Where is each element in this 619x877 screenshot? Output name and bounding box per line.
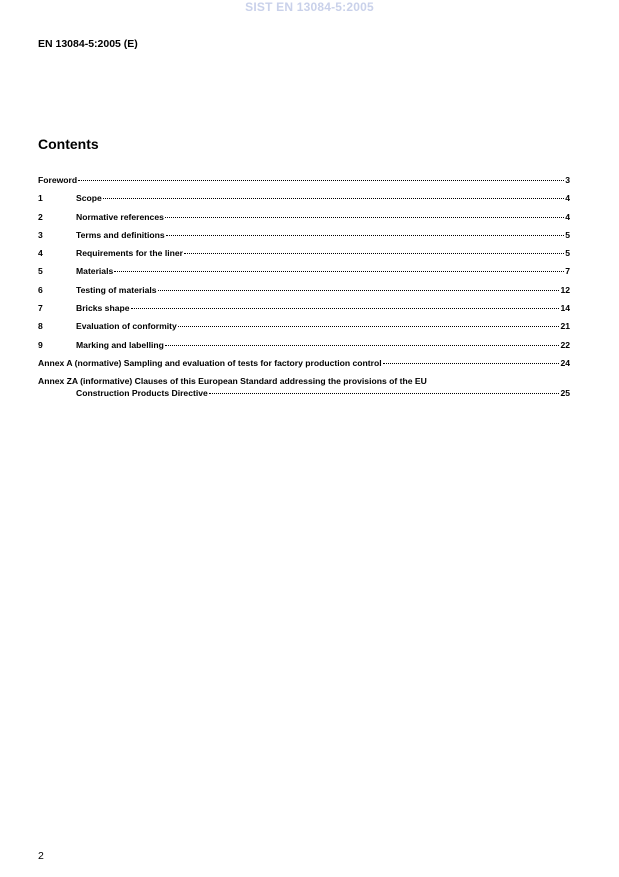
toc-entry-number: 6	[38, 284, 43, 295]
toc-dot-leader	[178, 326, 560, 327]
watermark: SIST EN 13084-5:2005	[245, 0, 374, 14]
toc-dot-leader	[165, 345, 560, 346]
toc-dot-leader	[383, 363, 560, 364]
toc-entry-terms-and-definitions[interactable]	[38, 230, 570, 248]
toc-entry-page: 22	[560, 339, 570, 350]
toc-entry-normative-references[interactable]	[38, 212, 570, 230]
toc-entry-title: Testing of materials	[76, 284, 157, 295]
toc-entry-number: 1	[38, 193, 43, 204]
toc-entry-page: 21	[560, 321, 570, 332]
toc-entry-title-line2: Construction Products Directive	[76, 388, 208, 399]
toc-dot-leader	[131, 308, 560, 309]
toc-dot-leader	[158, 290, 560, 291]
toc-entry-page: 4	[565, 193, 570, 204]
toc-entry-title: Annex ZA (informative) Clauses of this European Standard addressing the provisions of the EU	[38, 376, 427, 387]
toc-entry-title: Scope	[76, 193, 102, 204]
toc-entry-title: Evaluation of conformity	[76, 321, 177, 332]
toc-entry-testing-of-materials[interactable]	[38, 285, 570, 303]
toc-entry-number: 9	[38, 339, 43, 350]
toc-entry-page: 5	[565, 248, 570, 259]
contents-heading: Contents	[38, 136, 99, 152]
toc-entry-title: Normative references	[76, 211, 164, 222]
toc-entry-annex-za[interactable]	[38, 376, 570, 398]
toc-entry-title: Requirements for the liner	[76, 248, 183, 259]
toc-dot-leader	[165, 217, 564, 218]
toc-entry-number: 7	[38, 303, 43, 314]
toc-entry-number: 8	[38, 321, 43, 332]
toc-entry-number: 5	[38, 266, 43, 277]
toc-entry-evaluation-of-conformity[interactable]	[38, 321, 570, 339]
toc-entry-scope[interactable]	[38, 193, 570, 211]
toc-entry-title: Annex A (normative) Sampling and evaluation of tests for factory production control	[38, 357, 382, 368]
toc-dot-leader	[209, 393, 560, 394]
toc-dot-leader	[103, 198, 564, 199]
toc-entry-title: Foreword	[38, 175, 78, 185]
toc-entry-materials[interactable]	[38, 266, 570, 284]
toc-entry-page: 12	[560, 284, 570, 295]
toc-dot-leader	[166, 235, 565, 236]
toc-dot-leader	[114, 271, 564, 272]
toc-entry-annex-a[interactable]	[38, 358, 570, 376]
toc-entry-number: 2	[38, 211, 43, 222]
toc-entry-title: Marking and labelling	[76, 339, 164, 350]
toc-entry-number: 3	[38, 229, 43, 240]
toc-entry-page: 4	[565, 211, 570, 222]
toc-entry-page: 5	[565, 229, 570, 240]
toc-entry-marking-and-labelling[interactable]	[38, 340, 570, 358]
table-of-contents	[38, 175, 570, 398]
toc-entry-page: 25	[560, 388, 570, 399]
toc-dot-leader	[184, 253, 564, 254]
page-number: 2	[38, 850, 44, 862]
toc-entry-foreword[interactable]	[38, 175, 570, 193]
toc-entry-requirements-for-the-liner[interactable]	[38, 248, 570, 266]
toc-entry-bricks-shape[interactable]	[38, 303, 570, 321]
toc-entry-page: 24	[560, 357, 570, 368]
toc-dot-leader	[78, 180, 564, 181]
toc-entry-page: 3	[565, 175, 570, 185]
toc-entry-page: 14	[560, 303, 570, 314]
toc-entry-page: 7	[565, 266, 570, 277]
toc-entry-title: Materials	[76, 266, 114, 277]
toc-entry-title: Terms and definitions	[76, 229, 165, 240]
toc-entry-title-continued	[38, 388, 570, 398]
document-id: EN 13084-5:2005 (E)	[38, 38, 138, 50]
toc-entry-title: Bricks shape	[76, 303, 130, 314]
toc-entry-number: 4	[38, 248, 43, 259]
